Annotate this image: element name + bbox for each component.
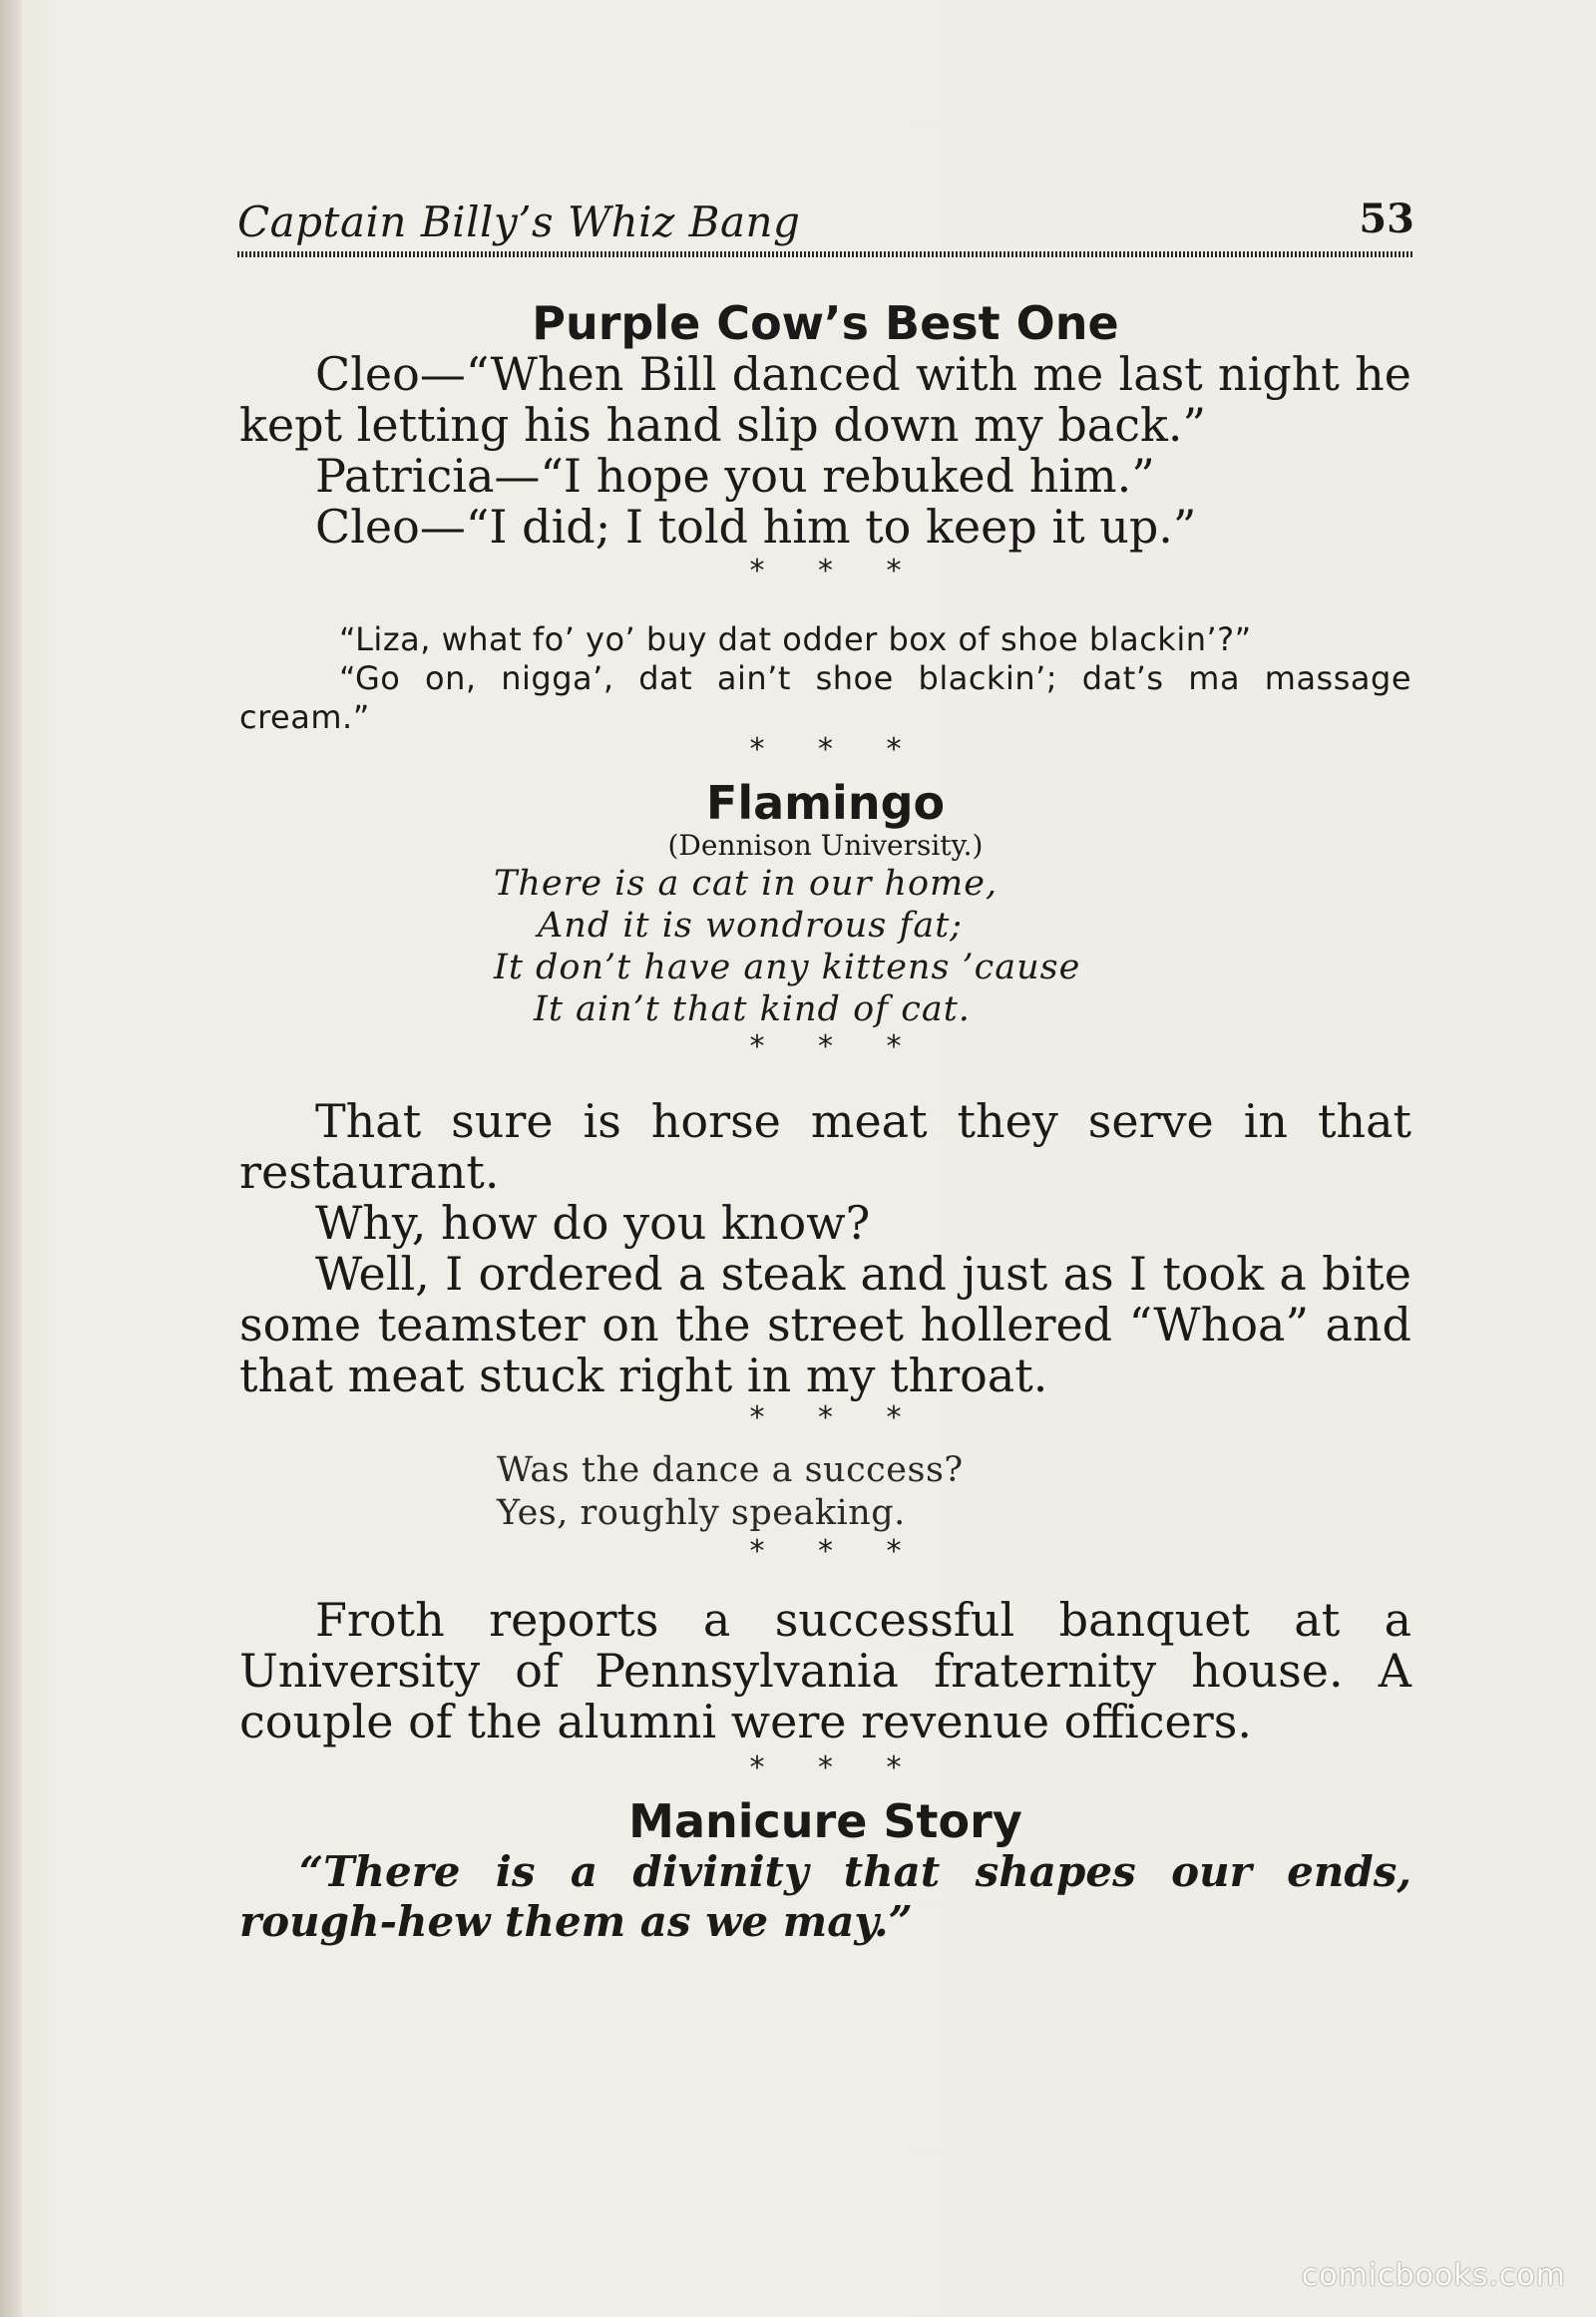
section-divider: * * * xyxy=(749,554,902,588)
joke-line: Yes, roughly speaking. xyxy=(497,1493,906,1533)
running-header xyxy=(237,192,1414,261)
heading-flamingo: Flamingo xyxy=(705,776,946,830)
section-divider: * * * xyxy=(749,1750,902,1785)
manicure-quote: “There is a divinity that shapes our ends, rough-hew them as we may.” xyxy=(239,1847,1411,1946)
qa-joke xyxy=(497,1449,1411,1535)
page-content xyxy=(239,297,1411,1947)
heading-purple-cow: Purple Cow’s Best One xyxy=(532,296,1119,350)
poem-line: There is a cat in our home, xyxy=(494,864,998,904)
joke-paragraph: Froth reports a successful banquet at a University of Pennsylvania fraternity house. A couple of the alumni were revenue officers. xyxy=(239,1593,1411,1748)
section-divider: * * * xyxy=(749,1534,902,1569)
joke-line: Patricia—“I hope you rebuked him.” xyxy=(315,449,1155,503)
page-spine xyxy=(0,0,22,2317)
poem xyxy=(494,863,1152,1030)
source-credit: (Dennison University.) xyxy=(667,829,984,862)
joke-line: “Go on, nigga’, dat ain’t shoe blackin’; dat’s ma massage cream.” xyxy=(239,659,1411,736)
watermark: comicbooks.com xyxy=(1301,2258,1566,2293)
joke-line: Why, how do you know? xyxy=(315,1196,871,1250)
joke-line: Cleo—“When Bill danced with me last night he kept letting his hand slip down my back.” xyxy=(239,347,1411,452)
section-divider: * * * xyxy=(749,732,902,767)
joke-line: That sure is horse meat they serve in that restaurant. xyxy=(239,1094,1411,1199)
joke-line: Was the dance a success? xyxy=(497,1450,964,1490)
joke-line: Cleo—“I did; I told him to keep it up.” xyxy=(315,500,1197,554)
joke-line: Well, I ordered a steak and just as I took a bite some teamster on the street hollered “Whoa” and that meat stuck right in my throat. xyxy=(239,1247,1411,1402)
joke-line: “Liza, what fo’ yo’ buy dat odder box of shoe blackin’?” xyxy=(339,620,1252,658)
section-divider: * * * xyxy=(749,1029,902,1064)
page-number: 53 xyxy=(1359,195,1414,242)
header-rule xyxy=(237,251,1414,257)
poem-line: And it is wondrous fat; xyxy=(538,906,964,946)
heading-manicure-story: Manicure Story xyxy=(628,1794,1022,1848)
poem-line: It don’t have any kittens ’cause xyxy=(494,948,1081,987)
section-divider: * * * xyxy=(749,1400,902,1435)
poem-line: It ain’t that kind of cat. xyxy=(534,989,971,1029)
magazine-title: Captain Billy’s Whiz Bang xyxy=(237,197,801,246)
